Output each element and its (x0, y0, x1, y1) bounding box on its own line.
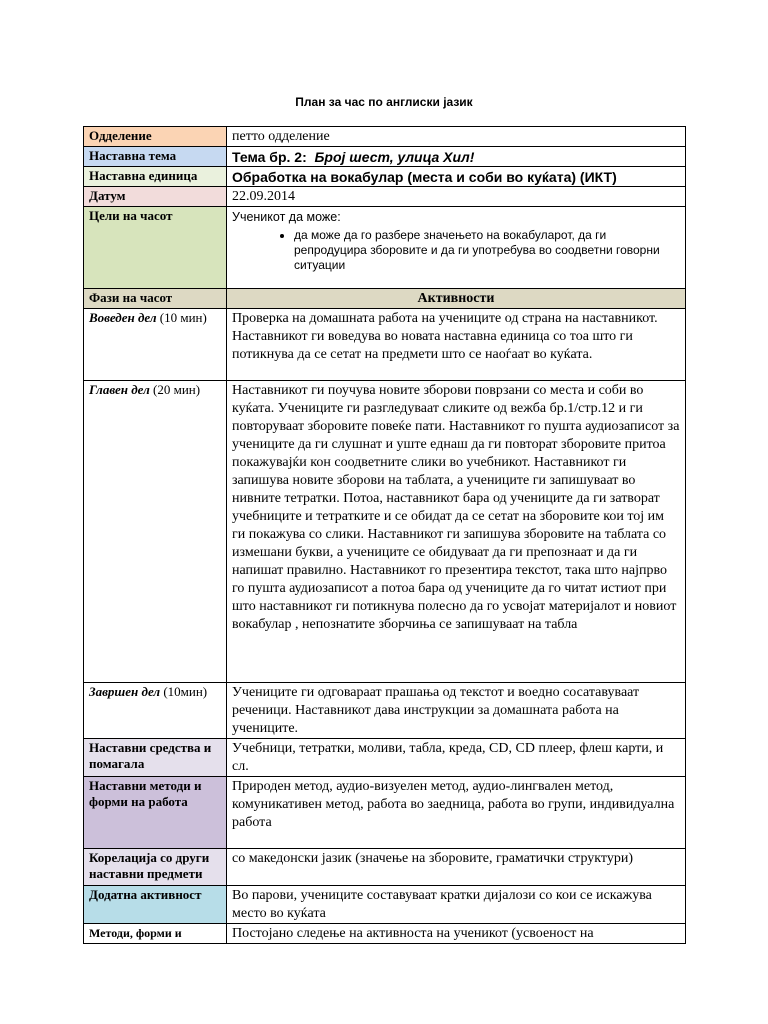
row-additional (84, 886, 686, 924)
topic-prefix: Тема бр. 2: (232, 149, 307, 165)
row-phase-main (84, 381, 686, 683)
label-date: Датум (84, 187, 227, 207)
topic-name: Број шест, улица Хил! (314, 149, 475, 165)
label-class: Одделение (84, 127, 227, 147)
row-resources (84, 739, 686, 777)
phase-main-text: Наставникот ги поучува новите зборови поврзани со места и соби во куќата. Учениците ги разгледуваат сликите од вежба бр.1/стр.12 и ги повторуваат зборовите повеќе пати. Наставникот го пушта аудиозаписот за учениците да ги слушнат и уште еднаш да ги повторат зборовите притоа покажувајќи кон соодветните слики во учебникот. Наставникот ги запишува новите зборови на таблата, а учениците ги запишуваат во нивните тетратки. Потоа, наставникот бара од учениците да ги затворат учебниците и тетратките и се обидат да се сетат на зборовите кои тој им ги покажува со слики. Наставникот ги запишува зборовите на таблата со измешани букви, а учениците се обидуваат да ги препознаат и да ги напишат правилно. Наставникот го презентира текстот, така што најпрво го пушта аудиозаписот а потоа бара од учениците да го читат истиот при што наставникот ги потикнува полесно да го усвојат материјалот и новиот вокабулар , непознатите зборчиња се запишуваат на табла (227, 381, 686, 683)
row-assessment (84, 924, 686, 944)
label-correlation: Корелација со други наставни предмети (84, 849, 227, 886)
phase-intro-label: Воведен дел (10 мин) (84, 309, 227, 381)
value-class: петто одделение (227, 127, 686, 147)
goals-item: • да може да го разбере значењето на вокабуларот, да ги репродуцира зборовите и да ги употребува во соодветни говорни ситуации (294, 228, 680, 273)
label-topic: Наставна тема (84, 147, 227, 167)
row-phases-header (84, 289, 686, 309)
goals-intro: Ученикот да може: (232, 210, 341, 224)
value-unit: Обработка на вокабулар (места и соби во куќата) (ИКТ) (227, 167, 686, 187)
value-topic (227, 147, 686, 167)
label-resources: Наставни средства и помагала (84, 739, 227, 777)
label-activities: Активности (227, 289, 686, 309)
value-correlation: со македонски јазик (значење на зборовите, граматички структури) (227, 849, 686, 886)
row-class (84, 127, 686, 147)
phase-main-label: Главен дел (20 мин) (84, 381, 227, 683)
row-phase-intro (84, 309, 686, 381)
goals-list (232, 228, 680, 273)
value-assessment: Постојано следење на активноста на ученикот (усвоеност на (227, 924, 686, 944)
label-assessment: Методи, форми и (84, 924, 227, 944)
label-phases: Фази на часот (84, 289, 227, 309)
label-methods: Наставни методи и форми на работа (84, 777, 227, 849)
label-additional: Додатна активност (84, 886, 227, 924)
label-goals: Цели на часот (84, 207, 227, 289)
row-topic (84, 147, 686, 167)
value-date: 22.09.2014 (227, 187, 686, 207)
row-date (84, 187, 686, 207)
lesson-plan-table (83, 126, 686, 944)
value-resources: Учебници, тетратки, моливи, табла, креда, CD, CD плеер, флеш карти, и сл. (227, 739, 686, 777)
row-unit (84, 167, 686, 187)
phase-intro-text: Проверка на домашната работа на учениците од страна на наставникот. Наставникот ги воведува во новата наставна единица со тоа што ги потикнува да се сетат на предмети што се наоѓаат во куќата. (227, 309, 686, 381)
value-goals (227, 207, 686, 289)
page-title: План за час по англиски јазик (295, 95, 473, 109)
label-unit: Наставна единица (84, 167, 227, 187)
phase-final-text: Учениците ги одговараат прашања од текстот и воедно сосатавуваат реченици. Наставникот дава инструкции за домашната работа на учениците. (227, 683, 686, 739)
phase-final-label: Завршен дел (10мин) (84, 683, 227, 739)
row-phase-final (84, 683, 686, 739)
value-additional: Во парови, учениците составуваат кратки дијалози со кои се искажува место во куќата (227, 886, 686, 924)
row-goals (84, 207, 686, 289)
row-methods (84, 777, 686, 849)
value-methods: Природен метод, аудио-визуелен метод, аудио-лингвален метод, комуникативен метод, работа во заедница, работа во групи, индивидуална работа (227, 777, 686, 849)
row-correlation (84, 849, 686, 886)
